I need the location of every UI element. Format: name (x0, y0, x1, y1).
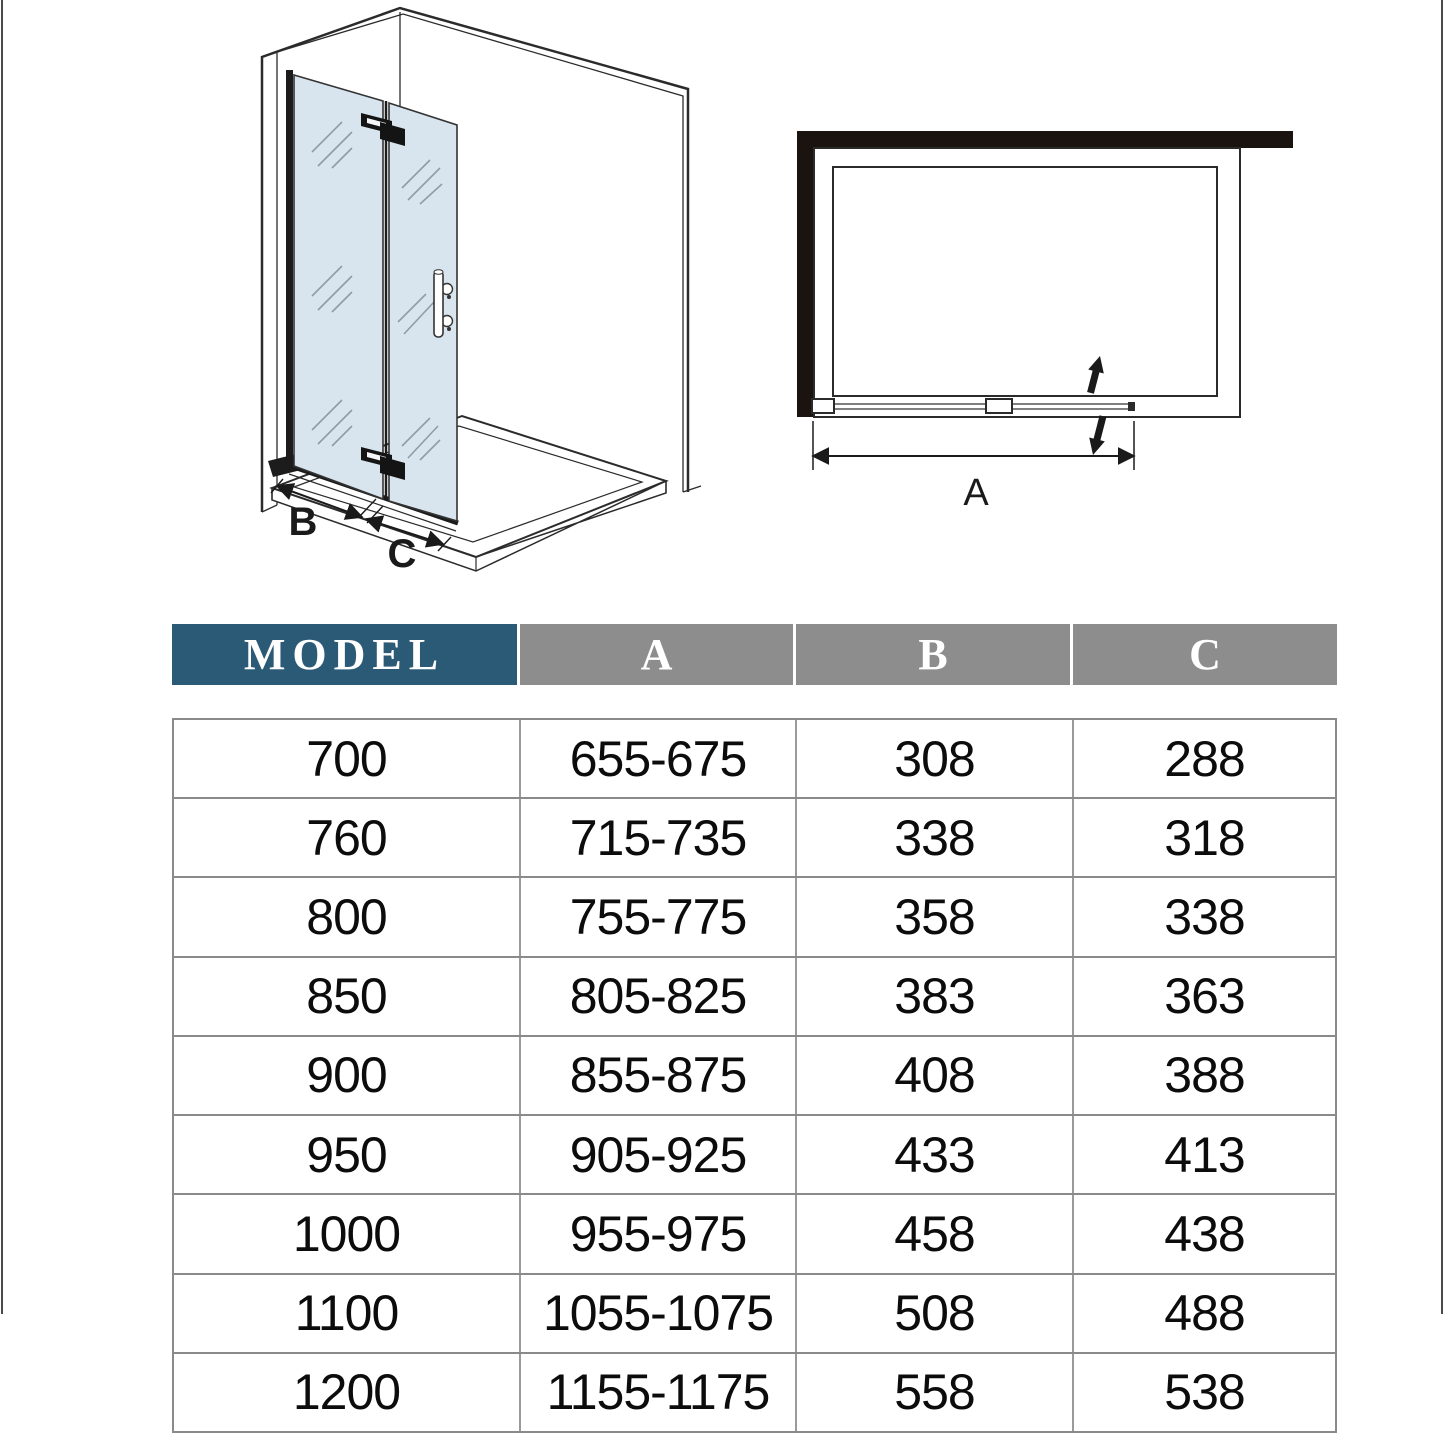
cell-model: 850 (306, 968, 387, 1025)
cell-model: 900 (306, 1047, 387, 1104)
table-header-model: MODEL (172, 624, 517, 685)
table-header-c: C (1070, 624, 1337, 685)
wall-profile-bar (286, 70, 293, 464)
table-row (174, 720, 1335, 797)
size-table (172, 718, 1337, 1433)
glass-panel-door (389, 103, 457, 521)
cell-c: 363 (1072, 958, 1335, 1035)
cell-c: 438 (1072, 1195, 1335, 1272)
swing-arrow-out-icon (1089, 415, 1106, 455)
cell-model: 800 (306, 889, 387, 946)
table-row (174, 956, 1335, 1035)
door-plan-line (812, 399, 1135, 413)
dim-label-a: A (963, 472, 989, 514)
cell-a: 1055-1075 (519, 1275, 795, 1352)
cell-c: 338 (1072, 878, 1335, 955)
dimension-a (813, 421, 1134, 470)
cell-a: 805-825 (519, 958, 795, 1035)
cell-c: 488 (1072, 1275, 1335, 1352)
cell-a: 1155-1175 (519, 1354, 795, 1431)
cell-model: 1000 (292, 1205, 401, 1262)
cell-c: 318 (1072, 799, 1335, 876)
cell-a: 955-975 (519, 1195, 795, 1272)
cell-a: 655-675 (519, 720, 795, 797)
cell-model: 700 (306, 730, 387, 787)
wall-hinge-point (812, 399, 834, 413)
table-row (174, 797, 1335, 876)
cell-model: 760 (306, 809, 387, 866)
swing-arrow-in-icon (1087, 356, 1104, 394)
cell-b: 433 (795, 1116, 1072, 1193)
table-row (174, 1273, 1335, 1352)
cell-a: 905-925 (519, 1116, 795, 1193)
cell-b: 408 (795, 1037, 1072, 1114)
table-row (174, 1352, 1335, 1431)
plan-view-diagram (797, 131, 1293, 514)
cell-b: 508 (795, 1275, 1072, 1352)
cell-c: 538 (1072, 1354, 1335, 1431)
cell-a: 715-735 (519, 799, 795, 876)
glass-panel-fixed (294, 75, 383, 499)
cell-a: 755-775 (519, 878, 795, 955)
table-row (174, 1035, 1335, 1114)
cell-c: 413 (1072, 1116, 1335, 1193)
cell-b: 338 (795, 799, 1072, 876)
cell-b: 308 (795, 720, 1072, 797)
table-row (174, 1114, 1335, 1193)
cell-b: 558 (795, 1354, 1072, 1431)
cell-model: 950 (306, 1126, 387, 1183)
wall-left-bar (797, 148, 814, 417)
cell-b: 458 (795, 1195, 1072, 1272)
table-row (174, 876, 1335, 955)
fold-hinge-point (986, 399, 1012, 413)
enclosure-outline (814, 148, 1240, 417)
table-row (174, 1193, 1335, 1272)
cell-model: 1200 (292, 1364, 401, 1421)
table-header-row (172, 624, 1337, 685)
table-header-a: A (517, 624, 793, 685)
door-end-cap (1128, 402, 1135, 411)
cell-b: 358 (795, 878, 1072, 955)
cell-c: 288 (1072, 720, 1335, 797)
tray-outline (833, 167, 1217, 396)
cell-a: 855-875 (519, 1037, 795, 1114)
iso-shower-diagram (262, 8, 701, 576)
cell-c: 388 (1072, 1037, 1335, 1114)
dim-label-b: B (288, 500, 318, 544)
wall-top-bar (797, 131, 1293, 148)
table-header-b: B (793, 624, 1070, 685)
dim-label-c: C (387, 532, 417, 576)
cell-b: 383 (795, 958, 1072, 1035)
cell-model: 1100 (294, 1285, 399, 1342)
